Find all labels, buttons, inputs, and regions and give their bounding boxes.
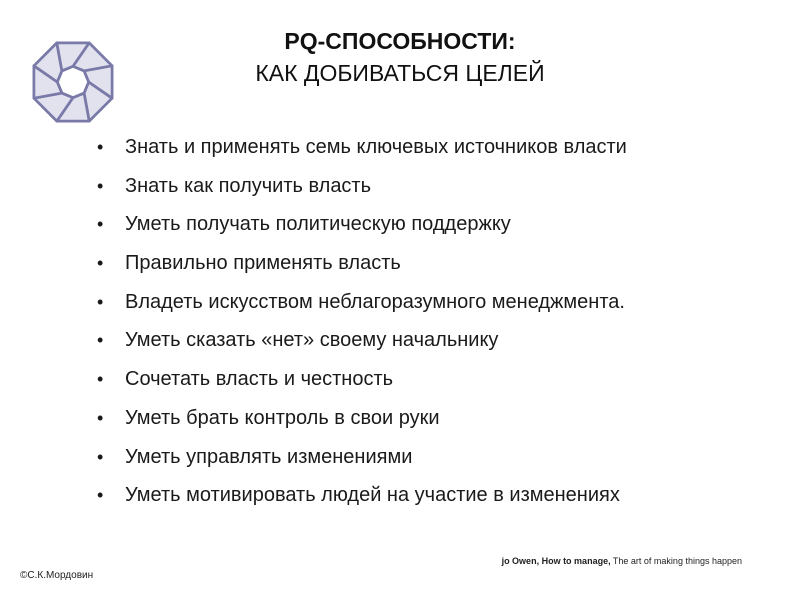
page-title bbox=[0, 25, 800, 89]
source-citation bbox=[502, 556, 742, 566]
list-item-text: Уметь сказать «нет» своему начальнику bbox=[125, 329, 499, 352]
source-author-title: jo Owen, How to manage, bbox=[501, 556, 611, 566]
bullet-icon: • bbox=[97, 330, 104, 351]
title-line-2: КАК ДОБИВАТЬСЯ ЦЕЛЕЙ bbox=[255, 60, 545, 86]
list-item-text: Уметь брать контроль в свои руки bbox=[125, 406, 440, 429]
list-item bbox=[95, 442, 627, 481]
list-item bbox=[95, 248, 627, 287]
bullet-icon: • bbox=[97, 137, 104, 157]
bullet-icon: • bbox=[97, 485, 104, 506]
bullet-icon: • bbox=[97, 369, 104, 390]
list-item bbox=[95, 364, 627, 403]
bullet-icon: • bbox=[97, 407, 104, 428]
title-line-1: PQ-СПОСОБНОСТИ: bbox=[284, 28, 516, 54]
list-item bbox=[95, 132, 627, 171]
bullet-icon: • bbox=[97, 175, 104, 196]
list-item-text: Знать как получить власть bbox=[125, 174, 372, 197]
bullet-icon: • bbox=[97, 214, 104, 235]
bullet-icon: • bbox=[97, 446, 104, 467]
list-item-text: Уметь получать политическую поддержку bbox=[125, 213, 511, 236]
list-item bbox=[95, 171, 627, 210]
list-item bbox=[95, 480, 627, 519]
list-item-text: Уметь мотивировать людей на участие в изменениях bbox=[125, 484, 620, 507]
list-item bbox=[95, 287, 627, 326]
bullet-icon: • bbox=[97, 291, 104, 312]
copyright-text: ©С.К.Мордовин bbox=[20, 570, 94, 581]
list-item bbox=[95, 403, 627, 442]
bullet-list bbox=[95, 132, 627, 519]
list-item-text: Знать и применять семь ключевых источников власти bbox=[125, 136, 627, 158]
list-item-text: Правильно применять власть bbox=[125, 252, 401, 275]
list-item-text: Уметь управлять изменениями bbox=[125, 445, 413, 468]
list-item-text: Сочетать власть и честность bbox=[125, 368, 394, 391]
list-item bbox=[95, 209, 627, 248]
list-item bbox=[95, 325, 627, 364]
list-item-text: Владеть искусством неблагоразумного менеджмента. bbox=[125, 290, 625, 313]
source-subtitle: The art of making things happen bbox=[610, 556, 742, 566]
bullet-icon: • bbox=[97, 253, 104, 274]
